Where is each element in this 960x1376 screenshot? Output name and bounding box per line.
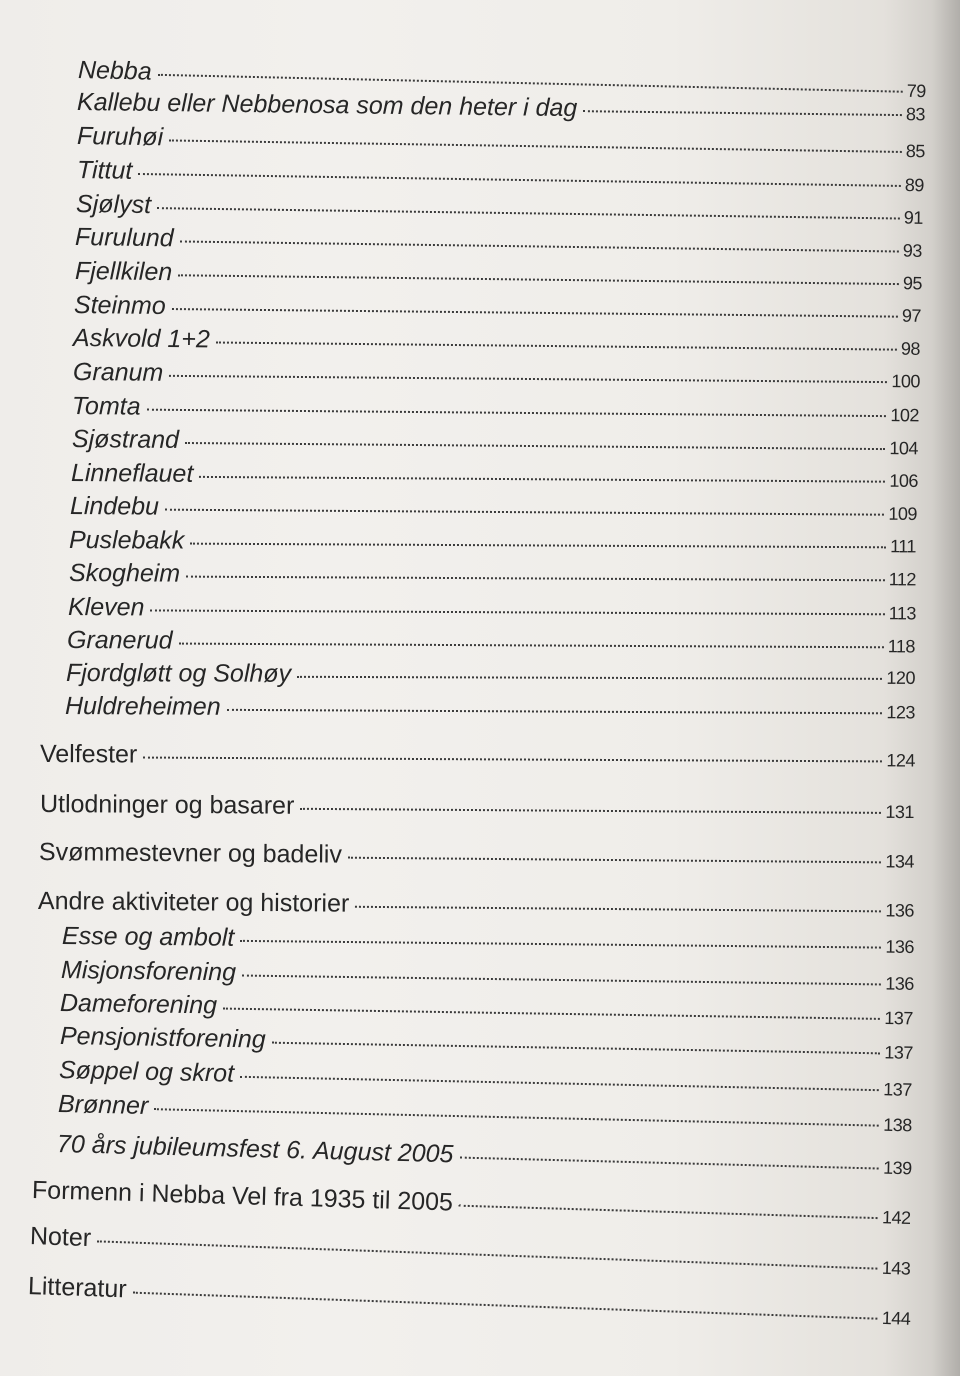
toc-entry	[68, 593, 916, 626]
dot-leader	[300, 808, 881, 814]
dot-leader	[169, 375, 887, 383]
toc-entry-page: 134	[885, 851, 915, 872]
toc-entry	[73, 358, 920, 394]
dot-leader	[172, 308, 898, 318]
toc-entry-page: 136	[885, 900, 915, 921]
dot-leader	[157, 207, 900, 219]
toc-chapter	[32, 1176, 911, 1231]
toc-entry-page: 137	[884, 1007, 914, 1029]
toc-entry-page: 124	[886, 750, 916, 771]
toc-entry-page: 97	[901, 305, 922, 326]
toc-entry-page: 139	[882, 1157, 912, 1179]
dot-leader	[180, 240, 899, 252]
dot-leader	[242, 975, 881, 986]
toc-entry-title: Esse og ambolt	[61, 922, 235, 952]
dot-leader	[355, 906, 881, 913]
toc-entry	[65, 692, 915, 725]
toc-entry	[70, 492, 917, 527]
dot-leader	[147, 409, 887, 417]
toc-entry-title: Puslebakk	[68, 526, 185, 555]
toc-entry-page: 136	[885, 936, 915, 957]
dot-leader	[240, 1076, 879, 1091]
dot-leader	[186, 576, 885, 582]
toc-entry-title: Sjølyst	[75, 190, 152, 220]
toc-chapter	[29, 1222, 910, 1282]
toc-entry-title: Askvold 1+2	[72, 324, 211, 354]
toc-entry-title: Tittut	[76, 156, 133, 185]
toc-entry-title: Steinmo	[73, 291, 166, 320]
dot-leader	[199, 476, 885, 483]
toc-entry	[66, 659, 915, 691]
dot-leader	[272, 1042, 881, 1055]
toc-entry-title: Misjonsforening	[60, 956, 237, 987]
toc-entry-page: 120	[886, 667, 916, 688]
toc-entry-page: 93	[902, 240, 923, 261]
toc-entry-page: 137	[883, 1079, 912, 1100]
toc-entry-title: Pensjonistforening	[59, 1022, 266, 1054]
toc-entry-title: Andre aktiviteter og historier	[37, 887, 350, 918]
toc-entry-title: Tomta	[71, 392, 141, 421]
toc-entry-page: 109	[888, 503, 918, 524]
dot-leader	[348, 857, 882, 864]
toc-entry-page: 142	[881, 1207, 911, 1229]
dot-leader	[216, 341, 897, 350]
dot-leader	[583, 110, 902, 116]
toc-entry-page: 95	[902, 273, 923, 294]
toc-chapter	[40, 790, 914, 825]
toc-entry-page: 118	[887, 636, 916, 657]
toc-entry-page: 136	[885, 973, 915, 994]
dot-leader	[132, 1292, 877, 1320]
toc-chapter	[27, 1272, 910, 1332]
toc-entry-page: 112	[888, 569, 917, 590]
dot-leader	[138, 173, 901, 187]
toc-entry-title: Fjordgløtt og Solhøy	[65, 659, 292, 688]
toc-entry-title: Svømmestevner og badeliv	[38, 838, 343, 869]
toc-entry-title: Utlodninger og basarer	[39, 790, 295, 820]
toc-entry	[72, 392, 919, 428]
toc-entry-title: Noter	[29, 1222, 92, 1253]
toc-entry-title: Brønner	[57, 1090, 149, 1121]
toc-entry-title: Granum	[72, 358, 164, 387]
toc-entry	[69, 559, 916, 592]
toc-entry-page: 106	[889, 470, 919, 491]
toc-entry	[67, 626, 915, 659]
toc-entry	[62, 922, 914, 960]
toc-entry-page: 83	[905, 104, 926, 125]
toc-entry-page: 104	[889, 438, 919, 459]
dot-leader	[223, 1008, 880, 1020]
toc-entry	[73, 324, 920, 362]
toc-entry-title: Søppel og skrot	[58, 1056, 235, 1088]
toc-entry-title: Nebba	[77, 56, 152, 86]
toc-entry-title: Dameforening	[59, 989, 218, 1020]
toc-entry-page: 111	[890, 536, 917, 557]
toc-entry-title: Lindebu	[69, 492, 160, 521]
toc-entry-page: 100	[891, 371, 921, 392]
toc-entry	[57, 1130, 912, 1181]
toc-entry	[72, 425, 918, 461]
toc-entry	[69, 526, 916, 559]
dot-leader	[178, 274, 899, 285]
toc-entry-title: 70 års jubileumsfest 6. August 2005	[56, 1130, 454, 1169]
toc-entry-page: 79	[906, 80, 926, 102]
toc-chapter	[38, 887, 914, 924]
toc-entry-page: 137	[884, 1042, 914, 1063]
dot-leader	[459, 1205, 878, 1219]
toc-chapter	[39, 838, 914, 875]
toc-entry-page: 91	[903, 207, 924, 228]
toc-chapter	[40, 740, 915, 774]
toc-entry-title: Furulund	[74, 223, 174, 253]
toc-entry-title: Granerud	[66, 626, 173, 655]
toc-entry-page: 144	[881, 1307, 911, 1329]
toc-entry-title: Huldreheimen	[64, 692, 221, 721]
dot-leader	[165, 509, 884, 516]
toc-entry-page: 113	[888, 603, 917, 624]
toc-entry-title: Skogheim	[68, 559, 181, 588]
dot-leader	[143, 757, 882, 763]
dot-leader	[150, 609, 884, 615]
dot-leader	[185, 442, 885, 450]
toc-entry	[75, 257, 922, 296]
toc-entry-title: Litteratur	[27, 1272, 128, 1304]
toc-entry-title: Furuhøi	[76, 122, 164, 152]
dot-leader	[154, 1108, 879, 1126]
toc-entry-title: Formenn i Nebba Vel fra 1935 til 2005	[31, 1176, 454, 1217]
toc-entry-page: 102	[890, 405, 920, 426]
toc-entry-title: Kleven	[67, 593, 145, 622]
dot-leader	[190, 543, 886, 549]
dot-leader	[297, 676, 882, 680]
toc-entry-title: Kallebu eller Nebbenosa som den heter i dag	[76, 88, 578, 123]
dot-leader	[459, 1157, 879, 1170]
toc-entry-title: Linneflauet	[70, 459, 194, 488]
dot-leader	[179, 643, 884, 649]
toc-entry-title: Fjellkilen	[74, 257, 173, 287]
toc-entry-page: 138	[882, 1114, 912, 1136]
dot-leader	[169, 139, 902, 153]
toc-entry-title: Sjøstrand	[71, 425, 180, 454]
toc-entry-page: 143	[881, 1257, 911, 1279]
dot-leader	[240, 940, 881, 949]
toc-entry-page: 89	[904, 175, 925, 196]
toc-entry-page: 98	[900, 338, 921, 359]
toc-entry	[74, 291, 921, 329]
dot-leader	[97, 1240, 878, 1269]
toc-entry	[71, 459, 918, 494]
toc-entry-page: 123	[886, 702, 916, 723]
toc-entry-title: Velfester	[39, 740, 138, 769]
toc-entry-page: 85	[905, 141, 926, 162]
toc-entry-page: 131	[885, 801, 915, 823]
dot-leader	[227, 709, 883, 714]
